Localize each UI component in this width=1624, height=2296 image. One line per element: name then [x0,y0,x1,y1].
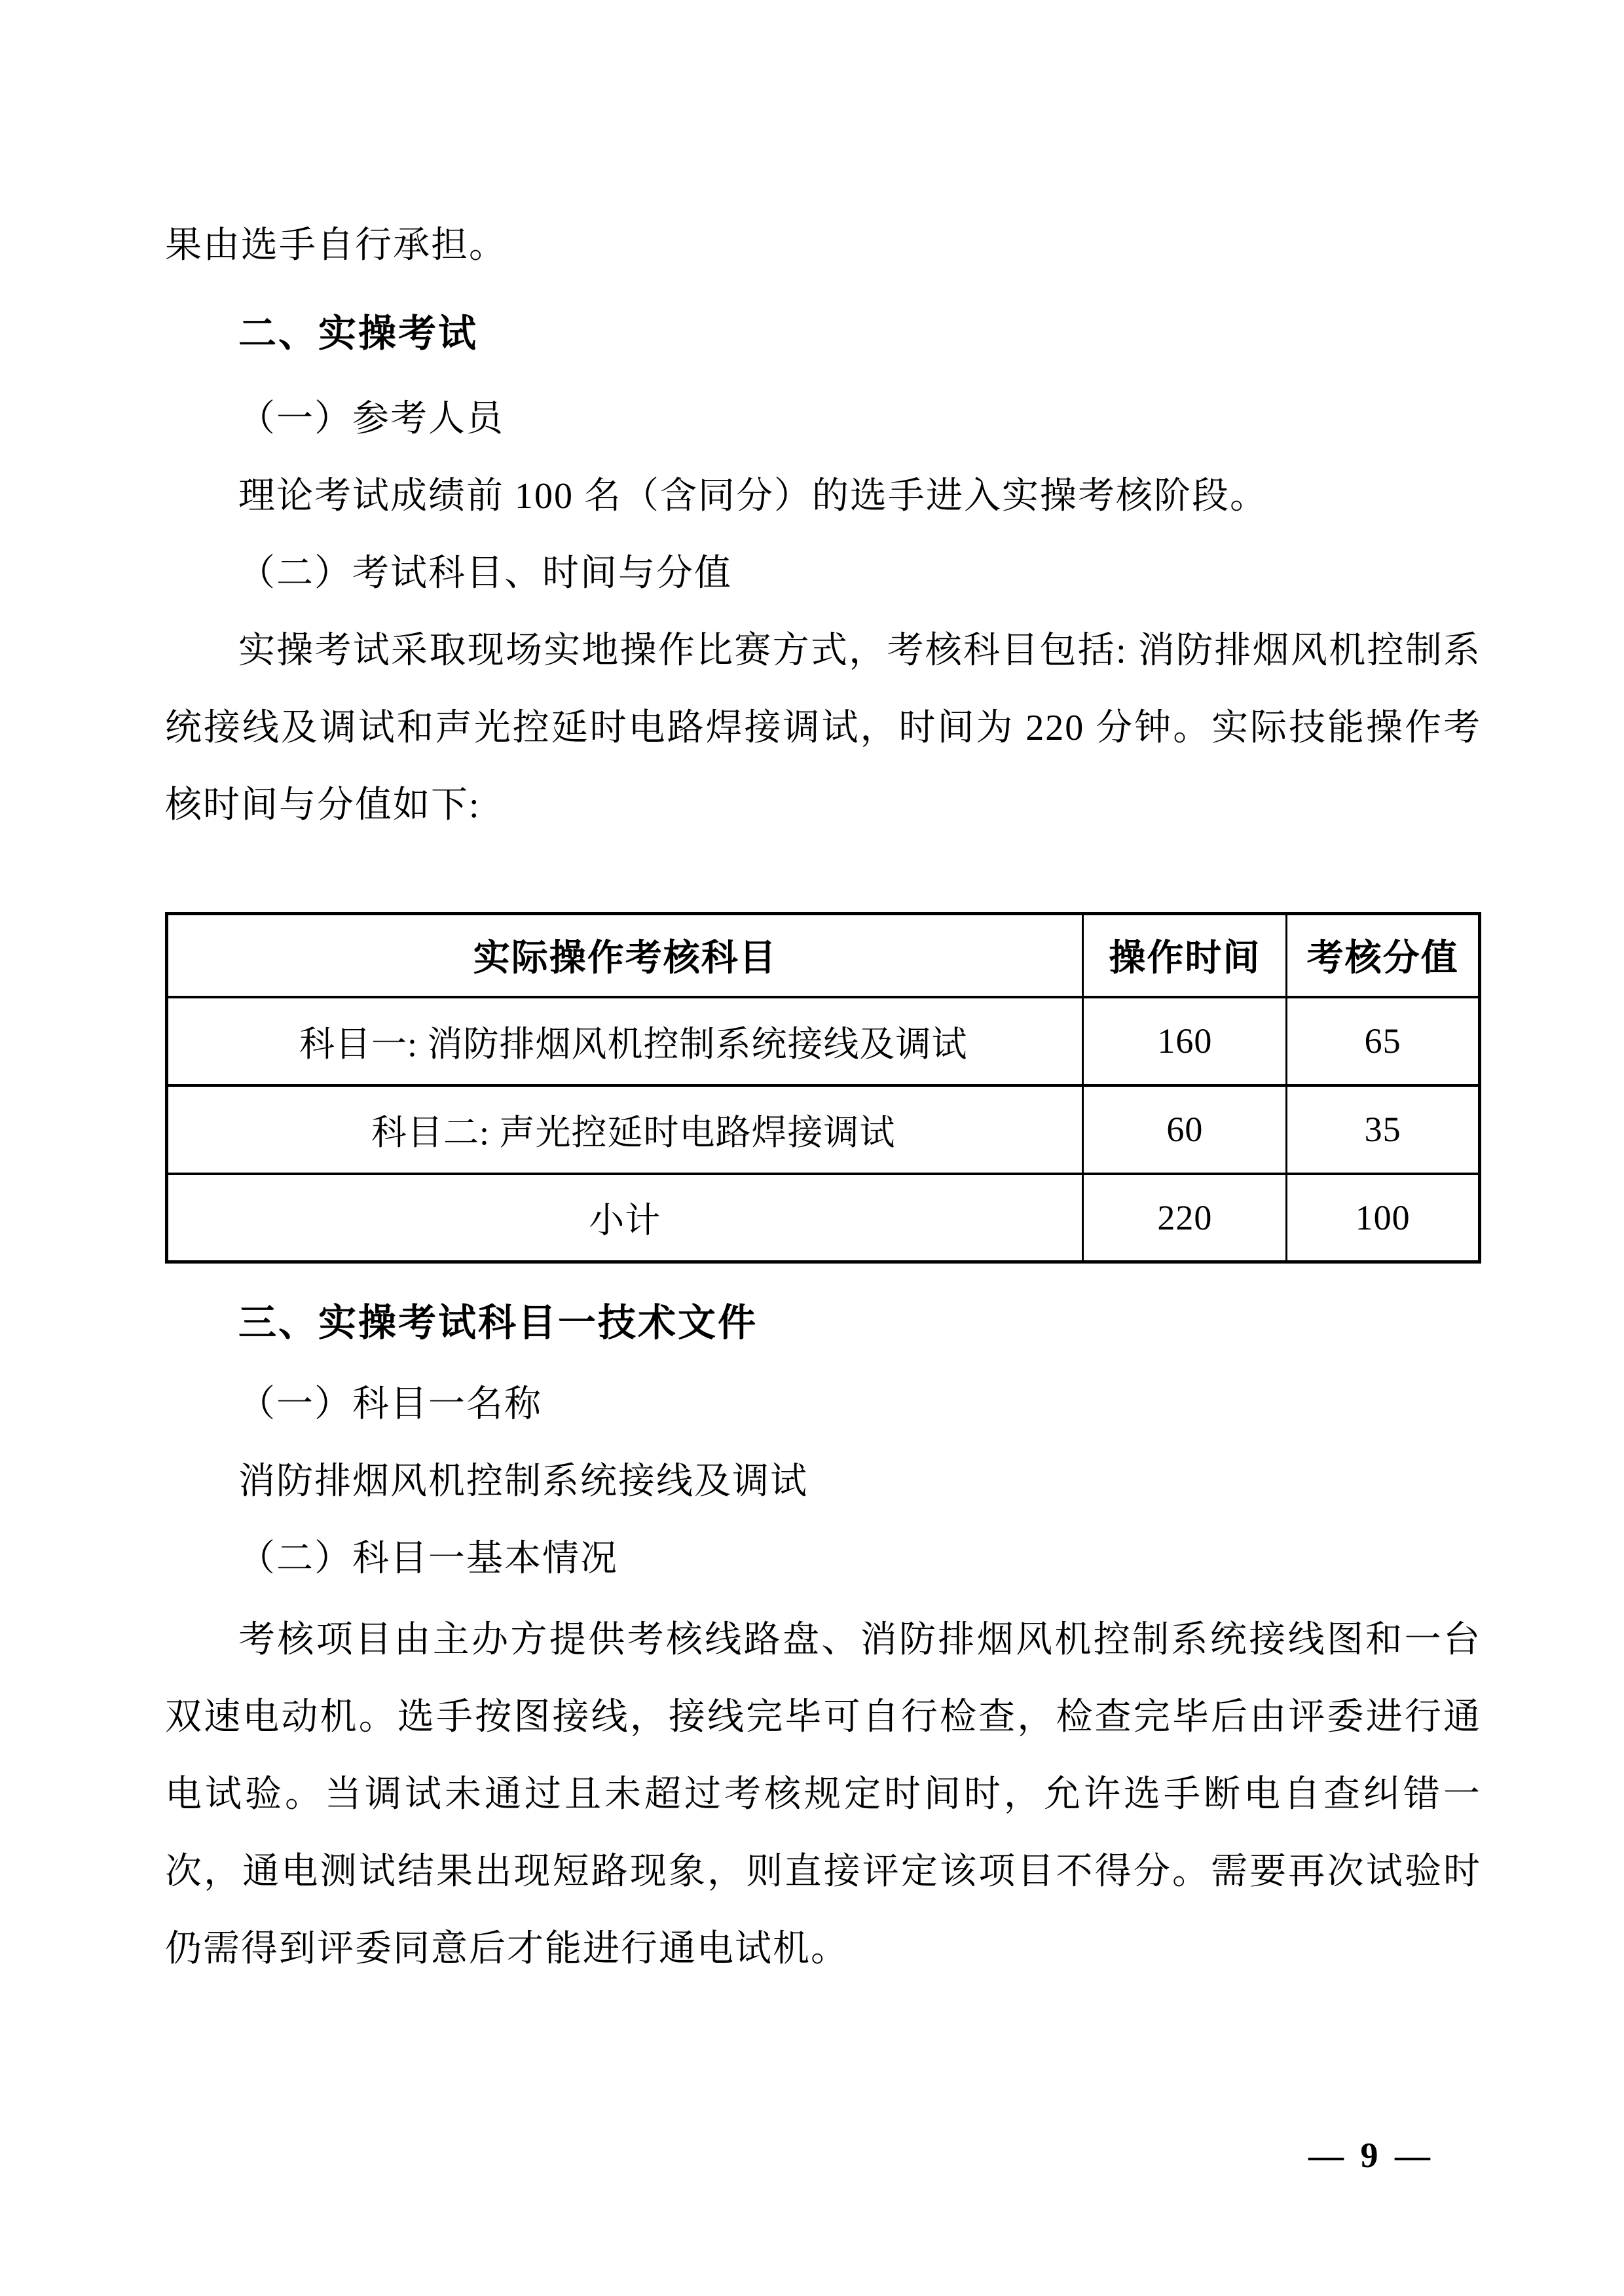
section-2-sub-1-heading: （一）参考人员 [238,399,504,439]
assessment-score-table [165,912,1481,1264]
participants-text: 理论考试成绩前 100 名（含同分）的选手进入实操考核阶段。 [238,476,1268,517]
table-header-subject: 实际操作考核科目 [167,914,1083,997]
page-number: — 9 — [1308,2136,1434,2175]
table-header-row [167,914,1480,997]
cell-total-label: 小计 [167,1174,1083,1262]
cell-total-score: 100 [1287,1174,1480,1262]
section-3-heading: 三、实操考试科目一技术文件 [238,1302,758,1344]
carryover-paragraph: 果由选手自行承担。 [165,225,507,266]
table-row-subject-1 [167,997,1480,1085]
cell-subject-2-score: 35 [1287,1085,1480,1174]
section-3-sub-1-heading: （一）科目一名称 [238,1384,542,1425]
section-2-sub-2-heading: （二）考试科目、时间与分值 [238,553,732,594]
subject-one-description-paragraph: 考核项目由主办方提供考核线路盘、消防排烟风机控制系统接线图和一台双速电动机。选手按图接线，接线完毕可自行检查，检查完毕后由评委进行通电试验。当调试未通过且未超过考核规定时间时，允许选手断电自查纠错一次，通电测试结果出现短路现象，则直接评定该项目不得分。需要再次试验时仍需得到评委同意后才能进行通电试机。 [165,1620,1481,1969]
cell-total-time: 220 [1083,1174,1287,1262]
cell-subject-2-time: 60 [1083,1085,1287,1174]
table-header-time: 操作时间 [1083,914,1287,997]
table-header-score: 考核分值 [1287,914,1480,997]
table-row-subject-2 [167,1085,1480,1174]
cell-subject-1-score: 65 [1287,997,1480,1085]
table-row-total [167,1174,1480,1262]
cell-subject-2-name: 科目二: 声光控延时电路焊接调试 [167,1085,1083,1174]
section-3-sub-2-heading: （二）科目一基本情况 [238,1539,618,1579]
section-2-heading: 二、实操考试 [238,312,479,355]
cell-subject-1-time: 160 [1083,997,1287,1085]
exam-overview-paragraph: 实操考试采取现场实地操作比赛方式，考核科目包括: 消防排烟风机控制系统接线及调试和声光控延时电路焊接调试，时间为 220 分钟。实际技能操作考核时间与分值如下: [165,630,1481,826]
subject-one-name-text: 消防排烟风机控制系统接线及调试 [238,1461,808,1502]
cell-subject-1-name: 科目一: 消防排烟风机控制系统接线及调试 [167,997,1083,1085]
